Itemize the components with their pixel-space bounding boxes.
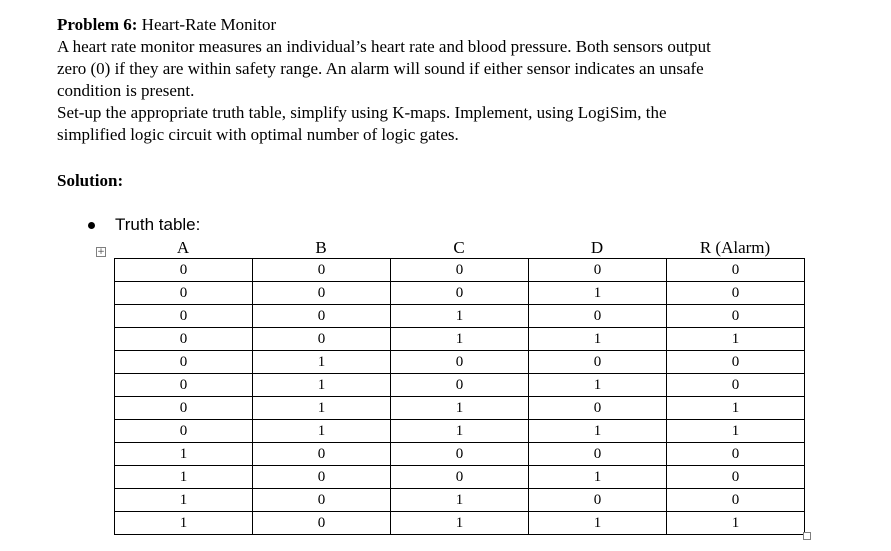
- table-cell: 1: [391, 328, 529, 351]
- table-cell: 0: [667, 282, 805, 305]
- table-row: [115, 466, 805, 489]
- table-cell: 0: [253, 328, 391, 351]
- problem-number: Problem 6:: [57, 15, 138, 34]
- table-cell: 0: [115, 374, 253, 397]
- table-cell: 0: [391, 351, 529, 374]
- table-cell: 0: [529, 259, 667, 282]
- table-cell: 0: [115, 328, 253, 351]
- table-row: [115, 328, 805, 351]
- table-cell: 0: [253, 489, 391, 512]
- problem-name: Heart-Rate Monitor: [137, 15, 277, 34]
- table-cell: 1: [391, 397, 529, 420]
- table-cell: 0: [667, 443, 805, 466]
- header-d: D: [590, 238, 604, 257]
- table-row: [115, 397, 805, 420]
- header-r: R (Alarm): [699, 238, 771, 257]
- header-b: B: [315, 238, 327, 257]
- table-cell: 1: [253, 351, 391, 374]
- solution-heading: Solution:: [57, 171, 124, 190]
- table-cell: 1: [253, 374, 391, 397]
- table-cell: 0: [253, 466, 391, 489]
- table-cell: 0: [667, 466, 805, 489]
- problem-line-4: Set-up the appropriate truth table, simplify using K-maps. Implement, using LogiSim, the: [57, 103, 667, 122]
- problem-line-3: condition is present.: [57, 81, 195, 100]
- table-cell: 1: [391, 512, 529, 535]
- problem-line-2: zero (0) if they are within safety range. An alarm will sound if either sensor indicates an unsafe: [57, 59, 704, 78]
- resize-square-icon[interactable]: [803, 532, 811, 540]
- header-c: C: [453, 238, 465, 257]
- problem-section: [57, 14, 847, 146]
- table-cell: 1: [115, 512, 253, 535]
- table-cell: 0: [391, 466, 529, 489]
- header-a: A: [176, 238, 190, 257]
- table-cell: 0: [253, 305, 391, 328]
- table-cell: 0: [667, 259, 805, 282]
- table-cell: 1: [529, 466, 667, 489]
- table-cell: 1: [529, 328, 667, 351]
- table-cell: 0: [391, 374, 529, 397]
- table-cell: 1: [391, 305, 529, 328]
- table-cell: 0: [529, 443, 667, 466]
- table-cell: 0: [529, 397, 667, 420]
- table-cell: 1: [667, 420, 805, 443]
- table-row: [115, 374, 805, 397]
- problem-title: [57, 14, 847, 36]
- table-row: [115, 305, 805, 328]
- table-cell: 0: [115, 351, 253, 374]
- table-cell: 1: [529, 374, 667, 397]
- table-cell: 1: [529, 420, 667, 443]
- table-cell: 0: [115, 282, 253, 305]
- table-cell: 1: [529, 512, 667, 535]
- problem-line-5: simplified logic circuit with optimal number of logic gates.: [57, 125, 459, 144]
- table-cell: 1: [115, 489, 253, 512]
- table-cell: 0: [115, 420, 253, 443]
- table-cell: 0: [253, 443, 391, 466]
- move-cross-icon[interactable]: +: [97, 247, 105, 257]
- table-cell: 0: [391, 259, 529, 282]
- table-cell: 1: [253, 420, 391, 443]
- table-cell: 1: [391, 489, 529, 512]
- bullet-text: Truth table:: [115, 215, 201, 234]
- table-row: [115, 351, 805, 374]
- table-cell: 0: [529, 351, 667, 374]
- table-cell: 1: [667, 328, 805, 351]
- table-row: [115, 443, 805, 466]
- table-cell: 0: [667, 305, 805, 328]
- table-cell: 1: [529, 282, 667, 305]
- problem-line-1: A heart rate monitor measures an individual’s heart rate and blood pressure. Both sensors output: [57, 37, 711, 56]
- table-cell: 1: [115, 443, 253, 466]
- table-cell: 0: [253, 512, 391, 535]
- table-cell: 1: [667, 397, 805, 420]
- table-cell: 0: [667, 374, 805, 397]
- table-row: [115, 420, 805, 443]
- table-cell: 0: [529, 489, 667, 512]
- table-cell: 0: [115, 305, 253, 328]
- table-cell: 0: [253, 282, 391, 305]
- truth-table: [114, 258, 805, 535]
- table-cell: 1: [667, 512, 805, 535]
- table-cell: 1: [115, 466, 253, 489]
- table-row: [115, 489, 805, 512]
- table-cell: 0: [391, 443, 529, 466]
- table-cell: 0: [667, 351, 805, 374]
- table-row: [115, 512, 805, 535]
- truth-table-header: [114, 237, 804, 259]
- table-cell: 0: [529, 305, 667, 328]
- table-cell: 0: [115, 259, 253, 282]
- table-cell: 1: [253, 397, 391, 420]
- table-cell: 1: [391, 420, 529, 443]
- table-cell: 0: [391, 282, 529, 305]
- table-cell: 0: [115, 397, 253, 420]
- table-cell: 0: [667, 489, 805, 512]
- truth-table-bullet: [88, 214, 200, 236]
- bullet-dot-icon: [88, 222, 95, 229]
- table-cell: 0: [253, 259, 391, 282]
- table-row: [115, 282, 805, 305]
- table-row: [115, 259, 805, 282]
